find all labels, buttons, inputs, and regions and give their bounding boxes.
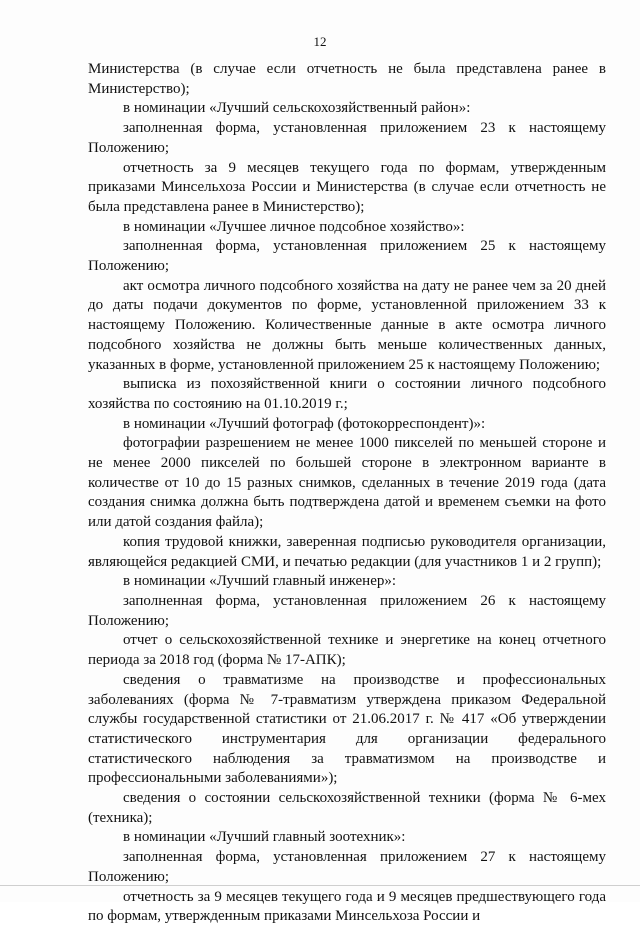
page-number: 12 <box>313 34 327 49</box>
paragraph: заполненная форма, установленная приложением 27 к настоящему Положению; <box>88 849 606 885</box>
paragraph: в номинации «Лучшее личное подсобное хозяйство»: <box>123 218 465 235</box>
paragraph: в номинации «Лучший главный инженер»: <box>123 573 397 590</box>
paragraph: заполненная форма, установленная приложением 25 к настоящему Положению; <box>88 238 606 275</box>
page-bottom-edge <box>0 885 640 886</box>
paragraph: сведения о состоянии сельскохозяйственной техники (форма № 6-мех (техника); <box>88 790 606 826</box>
paragraph: в номинации «Лучший сельскохозяйственный район»: <box>123 100 471 117</box>
paragraph: отчетность за 9 месяцев текущего года и 9 месяцев предшествующего года по формам, утвержденным приказами Минсельхоза России и <box>88 888 606 925</box>
paragraph: отчет о сельскохозяйственной технике и энергетике на конец отчетного периода за 2018 год (форма № 17-АПК); <box>88 632 606 669</box>
paragraph: сведения о травматизме на производстве и профессиональных заболеваниях (форма № 7-травматизм утверждена приказом Федеральной службы государственной статистики от 21.06.2017 г. № 417 «Об утверждении статистического инструментария для организации федерального статистического наблюдения за травматизмом на производстве и профессиональными заболеваниями»); <box>88 671 606 787</box>
paragraph: копия трудовой книжки, заверенная подписью руководителя организации, являющейся редакцией СМИ, и печатью редакции (для участников 1 и 2 групп); <box>88 533 606 570</box>
paragraph: акт осмотра личного подсобного хозяйства на дату не ранее чем за 20 дней до даты подачи документов по форме, установленной приложением 33 к настоящему Положению. Количественные данные в акте осмотра личного подсобного хозяйства не должны быть меньше количественных данных, указанных в форме, установленной приложением 25 к настоящему Положению; <box>88 277 606 373</box>
paragraph: заполненная форма, установленная приложением 23 к настоящему Положению; <box>88 120 606 156</box>
paragraph: в номинации «Лучший фотограф (фотокорреспондент)»: <box>123 415 486 432</box>
document-body <box>88 60 606 927</box>
paragraph: Министерства (в случае если отчетность не была представлена ранее в Министерство); <box>88 61 606 97</box>
paragraph: заполненная форма, установленная приложением 26 к настоящему Положению; <box>88 592 606 629</box>
paragraph: в номинации «Лучший главный зоотехник»: <box>123 829 406 846</box>
paragraph: выписка из похозяйственной книги о состоянии личного подсобного хозяйства по состоянию на 01.10.2019 г.; <box>88 376 606 412</box>
paragraph: фотографии разрешением не менее 1000 пикселей по меньшей стороне и не менее 2000 пикселей по большей стороне в электронном варианте в количестве от 10 до 15 разных снимков, сделанных в течение 2019 года (дата создания снимка должна быть подтверждена датой и временем съемки на фото или датой создания файла); <box>88 435 606 531</box>
paragraph: отчетность за 9 месяцев текущего года по формам, утвержденным приказами Минсельхоза России и Министерства (в случае если отчетность не была представлена ранее в Министерство); <box>88 159 606 215</box>
